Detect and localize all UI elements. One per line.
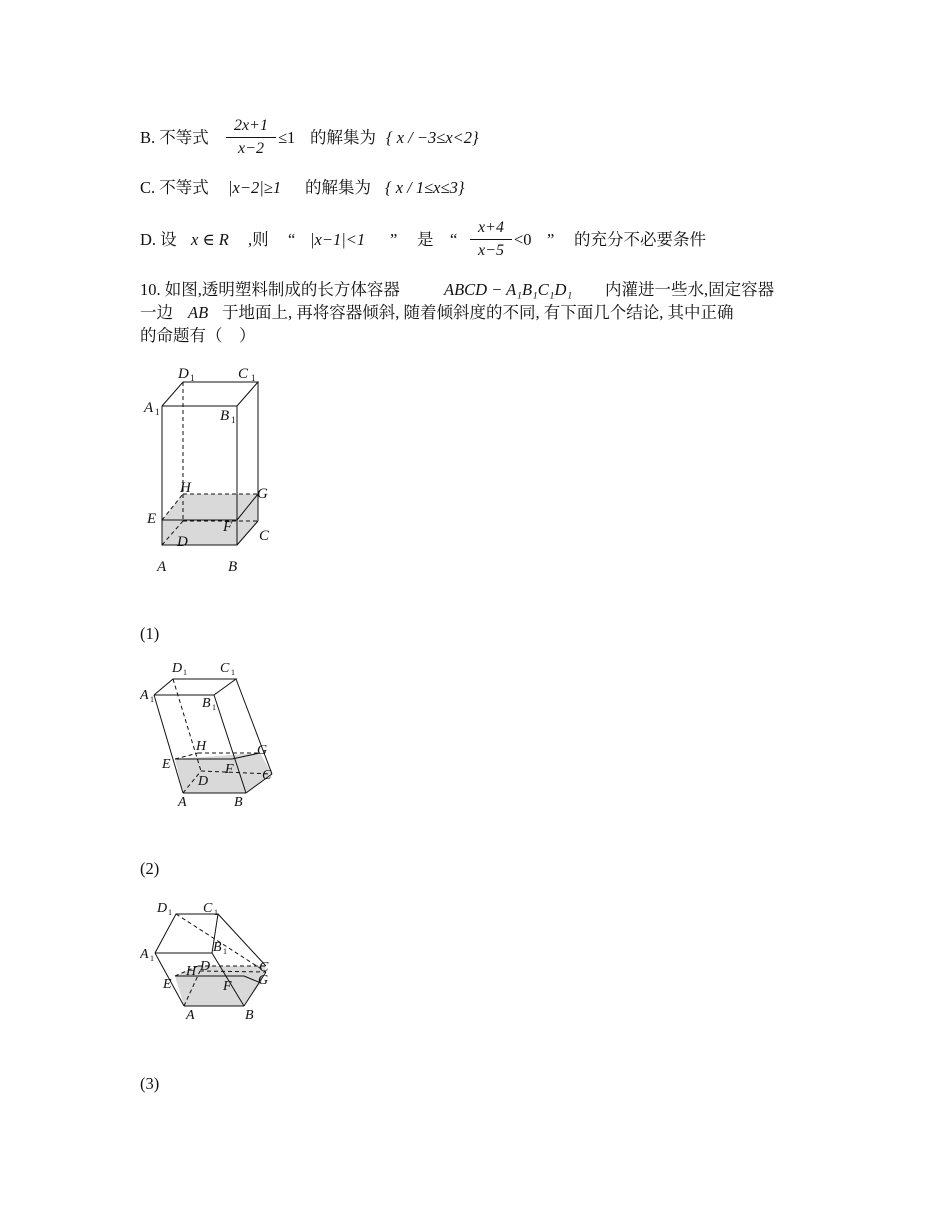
fig1-label-a1: A <box>144 400 154 416</box>
fig3-label-f: F <box>223 979 232 994</box>
option-d-expr2: |x−1|<1 <box>310 230 366 249</box>
figure-1-upright-container <box>140 360 280 580</box>
fig2-label-b: B <box>234 795 243 810</box>
option-b-mid: 的解集为 <box>310 128 376 147</box>
fig1-label-b1: B <box>220 408 230 424</box>
fig2-label-a: A <box>178 795 187 810</box>
fig1-label-d1: D <box>178 366 189 382</box>
fig2-label-h: H <box>196 739 207 754</box>
fig1-label-a: A <box>157 559 167 575</box>
fig3-sub-c1: 1 <box>214 908 218 917</box>
fig3-label-e: E <box>163 977 172 992</box>
option-b-numerator: 2x+1 <box>234 117 268 134</box>
fig1-sub-d1: 1 <box>190 373 195 383</box>
option-b-set: { x / −3≤x<2} <box>386 128 479 147</box>
fig3-label-c: C <box>259 960 269 975</box>
fig3-label-a1: A <box>140 947 149 962</box>
fig1-sub-b1: 1 <box>231 415 236 425</box>
q10-ab: AB <box>188 303 209 322</box>
fig2-sub-a1: 1 <box>150 695 154 704</box>
fig2-sub-c1: 1 <box>231 668 235 677</box>
figure-2-caption: (2) <box>140 859 160 878</box>
figure-2-tilted-container <box>140 655 290 815</box>
fig3-label-c1: C <box>203 901 213 916</box>
fig1-label-g: G <box>257 486 268 502</box>
option-b-denominator: x−2 <box>238 140 264 157</box>
fig3-label-b1: B <box>213 940 222 955</box>
option-d-tail: 的充分不必要条件 <box>574 230 706 249</box>
fig2-label-c: C <box>262 768 272 783</box>
fig3-sub-b1: 1 <box>223 947 227 956</box>
option-d-quote4: ” <box>547 230 555 249</box>
fig1-label-b: B <box>228 559 238 575</box>
option-d-quote2: ” <box>390 230 398 249</box>
option-b-relation: ≤1 <box>278 128 296 147</box>
fig3-label-b: B <box>245 1008 254 1023</box>
option-d-denominator: x−5 <box>478 242 504 259</box>
option-d-is: 是 <box>417 230 434 249</box>
fig3-label-h: H <box>186 964 197 979</box>
q10-line2b: 于地面上, 再将容器倾斜, 随着倾斜度的不同, 有下面几个结论, 其中正确 <box>222 303 734 322</box>
option-d-comma: ,则 <box>248 230 269 249</box>
fig3-label-d1: D <box>157 901 168 916</box>
fig3-label-g: G <box>258 973 269 988</box>
figure-3-caption: (3) <box>140 1074 160 1093</box>
fig3-label-d: D <box>200 959 211 974</box>
fig1-label-f: F <box>223 519 233 535</box>
fig2-label-c1: C <box>220 661 230 676</box>
figure-3-tilted-container <box>140 893 290 1028</box>
fig2-label-d1: D <box>172 661 183 676</box>
q10-line2a: 一边 <box>140 303 173 322</box>
option-c-expr: |x−2|≥1 <box>228 178 282 197</box>
fig2-label-d: D <box>198 774 209 789</box>
option-d-numerator: x+4 <box>478 219 504 236</box>
fig1-label-h: H <box>180 480 191 496</box>
fig2-sub-d1: 1 <box>183 668 187 677</box>
fig3-sub-a1: 1 <box>150 954 154 963</box>
fig2-label-g: G <box>257 743 268 758</box>
option-c-set: { x / 1≤x≤3} <box>385 178 465 197</box>
option-c-label: C. 不等式 <box>140 178 209 197</box>
fig1-sub-a1: 1 <box>155 407 160 417</box>
option-b-fraction <box>226 116 276 159</box>
option-d-label: D. 设 <box>140 230 177 249</box>
fig1-label-e: E <box>147 511 157 527</box>
fig1-sub-c1: 1 <box>251 373 256 383</box>
option-d-quote3: “ <box>450 230 458 249</box>
fig2-label-b1: B <box>202 696 211 711</box>
option-d-fraction <box>470 218 512 261</box>
fig2-label-a1: A <box>140 688 149 703</box>
fig1-label-c1: C <box>238 366 249 382</box>
q10-line1b: 内灌进一些水,固定容器 <box>605 280 775 299</box>
q10-expr: ABCD − A₁B₁C₁D₁ <box>444 280 573 299</box>
option-d-relation: <0 <box>514 230 532 249</box>
option-d-quote1: “ <box>288 230 296 249</box>
option-b-label: B. 不等式 <box>140 128 209 147</box>
option-d-expr1: x ∈ R <box>191 230 229 249</box>
figure-1-caption: (1) <box>140 624 160 643</box>
fig2-label-e: E <box>162 757 171 772</box>
q10-line3: 的命题有（ ） <box>140 326 256 345</box>
option-c-mid: 的解集为 <box>305 178 371 197</box>
q10-line1a: 10. 如图,透明塑料制成的长方体容器 <box>140 280 400 299</box>
fig1-label-d: D <box>177 534 188 550</box>
fig2-sub-b1: 1 <box>212 703 216 712</box>
fig1-label-c: C <box>259 528 270 544</box>
fig2-label-f: F <box>225 762 234 777</box>
fig3-sub-d1: 1 <box>168 908 172 917</box>
fig3-label-a: A <box>186 1008 195 1023</box>
